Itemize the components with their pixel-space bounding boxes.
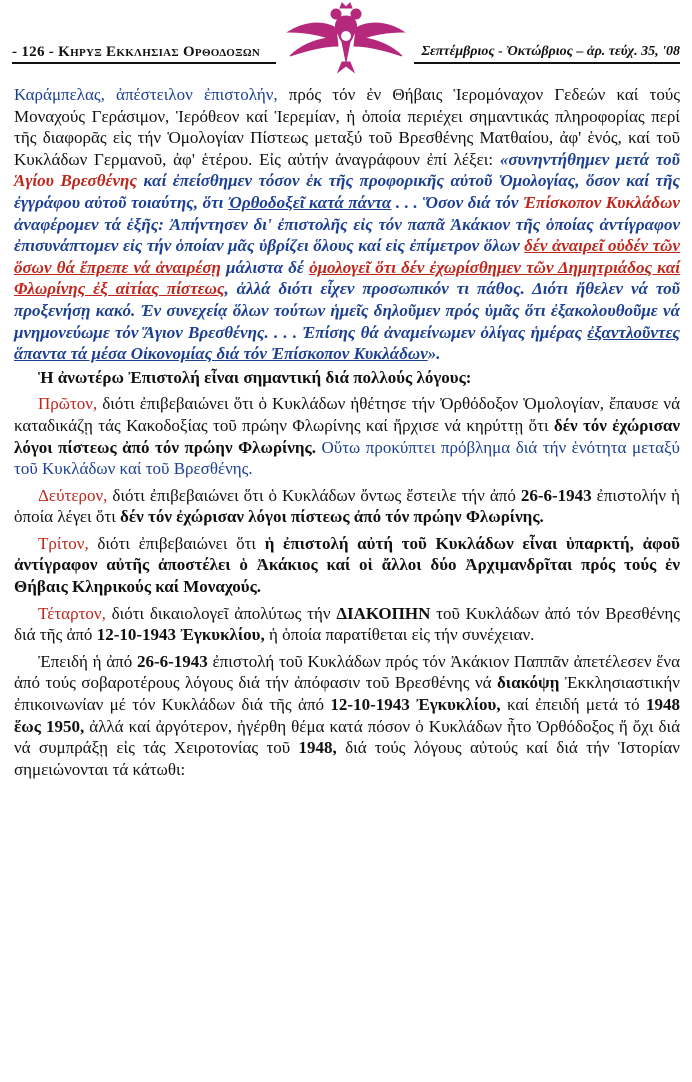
text-run: τοῦ Κυκλάδων ἀπό τόν Βρεσθένης διά τῆς ἀπό [14, 603, 680, 645]
text-run: δέν τόν ἐχώρισαν λόγοι πίστεως ἀπό τόν πρώην Φλωρίνης. [14, 415, 680, 457]
text-run: Τρίτον, [38, 533, 89, 553]
text-run: Πρῶτον, [38, 394, 98, 414]
text-run: ἀλλά καί ἀργότερον, ἠγέρθη θέμα κατά πόσον ὁ Κυκλάδων ἦτο Ὀρθόδοξος ἤ ὄχι διά νά συμπράξῃ εἰς τάς Χειροτονίας τοῦ [14, 716, 680, 758]
text-run: ἀναφέρομεν τά ἑξῆς: Ἀπήντησεν δι' ἐπιστολῆς εἰς τόν παπᾶ Ἀκάκιον τῆς ὁποίας ἀντίγραφον ἐπισυνάπτομεν εἰς τήν ὁποίαν μᾶς ὑβρίζει ὅλους καί εἰς ἐπίμετρον ὅλων [14, 214, 680, 256]
text-run: ὁμολογεῖ ὅτι δέν ἐχωρίσθημεν τῶν Δημητριάδος καί Φλωρίνης ἐξ αἰτίας πίστεως [14, 257, 680, 299]
text-run: Οὕτω προκύπτει πρόβλημα διά τήν ἑνότητα μεταξύ τοῦ Κυκλάδων καί τοῦ Βρεσθένης. [14, 437, 680, 479]
text-run: διότι ἐπιβεβαιώνει ὅτι [88, 533, 265, 553]
header-rule-left [12, 62, 276, 64]
text-run: Τέταρτον, [38, 603, 106, 623]
text-run: Δεύτερον, [38, 485, 108, 505]
text-run: δέν τόν ἐχώρισαν λόγοι πίστεως ἀπό τόν πρώην Φλωρίνης. [120, 507, 544, 527]
point-paragraph [14, 393, 680, 479]
issue-info: Σεπτέμβριος - Ὀκτώβριος – ἀρ. τεύχ. 35, '08 [421, 44, 680, 59]
text-run: 26-6-1943 [520, 485, 592, 505]
point-paragraph [14, 485, 680, 528]
text-run: , ἀλλά διότι εἶχεν προσωπικόν τι πάθος. Διότι ἤθελεν νά τοῦ προξενήσῃ κακό. Ἐν συνεχείᾳ ὅλων τούτων ἡμεῖς δηλοῦμεν πρός ὑμᾶς ὅτι ἐξακολουθοῦμε νά μνημονεύωμε τόν Ἅγιον Βρεσθένης. . . . Ἐπίσης θά ἀναμείνωμεν ὀλίγας ἡμέρας [14, 279, 680, 342]
text-run: καί ἐπείσθημεν τόσον ἐκ τῆς προφορικῆς αὐτοῦ Ὁμολογίας, ὅσον καί τῆς ἐγγράφου αὐτοῦ τοιαύτης, ὅτι [14, 171, 680, 212]
text-run: διότι ἐπιβεβαιώνει ὅτι ὁ Κυκλάδων ἠθέτησε τήν Ὀρθόδοξον Ὁμολογίαν, ἔπαυσε νά καταδικάζῃ τάς Κακοδοξίας τοῦ πρώην Φλωρίνης καί ἤρχισε νά κηρύττῃ ὅτι [14, 394, 680, 435]
text-run: διά τούς λόγους αὐτούς καί διά τήν Ἱστορίαν σημειώνονται τά κάτωθι: [14, 738, 680, 779]
text-run: διότι δικαιολογεῖ ἀπολύτως τήν [105, 603, 337, 623]
text-run: Ἐκκλησιαστικήν ἐπικοινωνίαν μέ τόν Κυκλάδων διά τῆς ἀπό [14, 673, 680, 715]
text-run: 26-6-1943 [136, 651, 208, 671]
text-run: «συνηντήθημεν μετά τοῦ [499, 149, 681, 169]
header-rule-right [414, 62, 680, 64]
page-number: - 126 - [12, 44, 55, 60]
text-run: 1948 ἕως 1950, [14, 695, 680, 736]
text-run: Ὀρθοδοξεῖ κατά πάντα [227, 192, 392, 212]
text-run: Ἐπειδή ἡ ἀπό [38, 651, 137, 671]
quoted-letter-paragraph [14, 84, 680, 365]
text-run: . . . Ὅσον διά τόν [391, 192, 524, 212]
text-run: Καράμπελας, ἀπέστειλον ἐπιστολήν, [14, 85, 278, 104]
page-header [0, 0, 692, 76]
text-run: ΔΙΑΚΟΠΗΝ [336, 603, 431, 623]
text-run: ἐξαντλοῦντες ἅπαντα τά μέσα Οἰκονομίας διά τόν Ἐπίσκοπον Κυκλάδων [14, 322, 680, 364]
text-run: ἐπιστολή τοῦ Κυκλάδων πρός τόν Ἀκάκιον Παππᾶν ἀπετέλεσεν ἕνα ἀπό τούς σοβαροτέρους λόγους διά τήν ἀπόφασιν τοῦ Βρεσθένης νά [14, 651, 680, 693]
text-run: Ἐπίσκοπον Κυκλάδων [523, 192, 680, 212]
article-body [14, 84, 680, 780]
text-run: ἐπιστολήν ἡ ὁποία λέγει ὅτι [14, 485, 680, 527]
text-run: ἡ ὁποία παρατίθεται εἰς τήν συνέχειαν. [264, 625, 535, 645]
text-run: διακόψῃ [496, 673, 560, 693]
text-run: καί ἐπειδή μετά τό [500, 695, 646, 715]
text-run: δέν ἀναιρεῖ οὐδέν τῶν ὅσων θά ἔπρεπε νά ἀναιρέσῃ [14, 236, 680, 277]
text-run: διότι ἐπιβεβαιώνει ὅτι ὁ Κυκλάδων ὄντως ἔστειλε τήν ἀπό [107, 485, 521, 505]
text-run: πρός τόν ἐν Θήβαις Ἱερομόναχον Γεδεών καί τούς Μοναχούς Γεράσιμον, Ἱερόθεον καί Ἱερεμίαν, ἡ ὁποία περιέχει σημαντικάς πληροφορίας περί τῆς διαφορᾶς εἰς τήν Ὁμολογίαν Πίστεως μεταξύ τοῦ Βρεσθένης Ματθαίου, ἀφ' ἑνός, καί τοῦ Κυκλάδων Γερμανοῦ, ἀφ' ἑτέρου. Εἰς αὐτήν ἀναγράφουν ἐπί λέξει: [14, 85, 680, 169]
points-list [14, 393, 680, 780]
point-paragraph [14, 651, 680, 781]
text-run: ἡ ἐπιστολή αὐτή τοῦ Κυκλάδων εἶναι ὑπαρκτή, ἀφοῦ ἀντίγραφον αὐτῆς ἀποστέλει ὁ Ἀκάκιος καί οἱ ἄλλοι δύο Ἀρχιμανδρῖται πρός τούς ἐν Θήβαις Κληρικούς καί Μοναχούς. [14, 533, 680, 597]
header-left [12, 44, 260, 61]
journal-title: Κηρυξ Εκκλησιας Ορθοδοξων [58, 44, 261, 60]
text-run: 12-10-1943 Ἐγκυκλίου, [330, 695, 501, 715]
text-run: μάλιστα δέ [220, 257, 310, 277]
text-run: 1948, [298, 738, 337, 758]
text-run: Ἁγίου Βρεσθένης [14, 171, 137, 191]
double-headed-eagle-emblem [278, 2, 414, 74]
point-paragraph [14, 533, 680, 598]
section-heading: Ἡ ἀνωτέρω Ἐπιστολή εἶναι σημαντική διά πολλούς λόγους: [38, 367, 472, 387]
point-paragraph [14, 603, 680, 646]
text-run: 12-10-1943 Ἐγκυκλίου, [96, 625, 265, 645]
text-run: ». [427, 344, 441, 364]
